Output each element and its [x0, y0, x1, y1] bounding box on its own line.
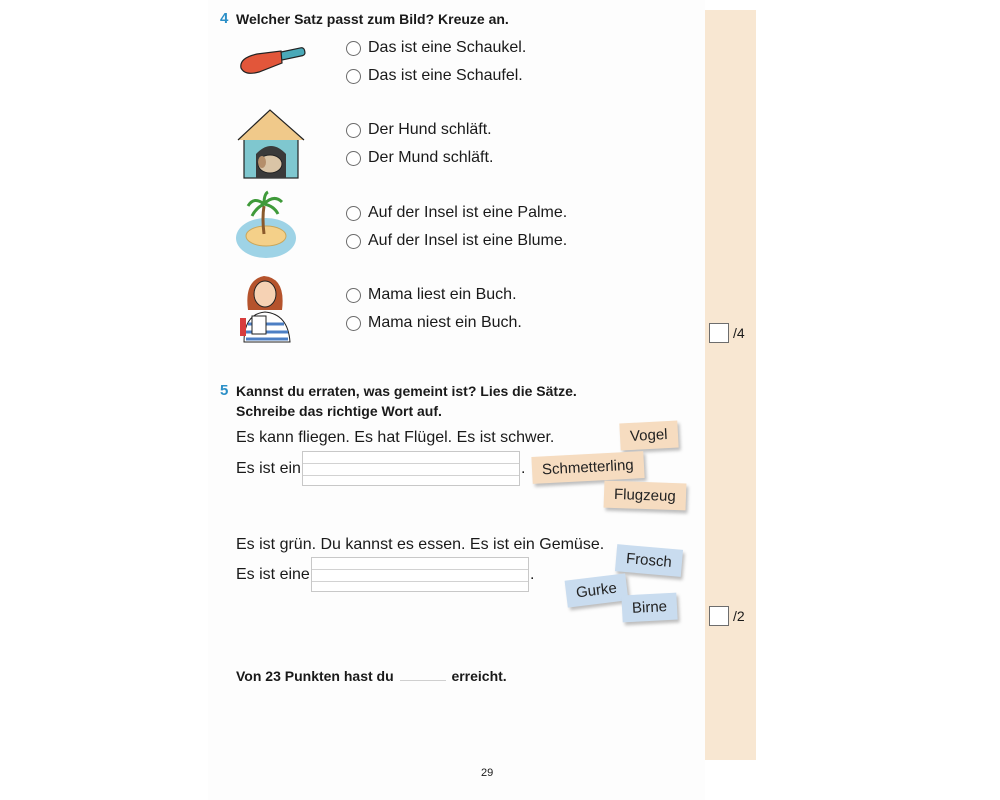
task-5-score — [709, 606, 745, 626]
page-number: 29 — [481, 767, 494, 779]
word-card-flugzeug: Flugzeug — [604, 481, 687, 511]
task-4-number: 4 — [220, 10, 229, 27]
score-box[interactable] — [709, 323, 729, 343]
task-4-instruction: Welcher Satz passt zum Bild? Kreuze an. — [236, 11, 509, 27]
riddle-2-sentence: Es ist grün. Du kannst es essen. Es ist ein Gemüse. — [236, 536, 605, 553]
woman-reading-picture — [234, 270, 298, 344]
radio-circle[interactable] — [346, 206, 361, 221]
riddle-2-prefix: Es ist eine — [236, 566, 310, 583]
radio-circle[interactable] — [346, 123, 361, 138]
radio-circle[interactable] — [346, 234, 361, 249]
island-picture — [234, 190, 300, 260]
option-label: Der Hund schläft. — [368, 121, 492, 138]
option-label: Mama niest ein Buch. — [368, 314, 522, 331]
points-summary-before: Von 23 Punkten hast du — [236, 668, 394, 684]
option-niest[interactable] — [346, 314, 522, 332]
option-liest[interactable] — [346, 286, 517, 304]
score-max: /4 — [733, 325, 745, 341]
option-schaukel[interactable] — [346, 39, 526, 57]
task-5-instruction-line1: Kannst du erraten, was gemeint ist? Lies die Sätze. — [236, 383, 577, 399]
score-max: /2 — [733, 608, 745, 624]
score-box[interactable] — [709, 606, 729, 626]
option-label: Auf der Insel ist eine Blume. — [368, 232, 568, 249]
doghouse-picture — [236, 106, 306, 180]
radio-circle[interactable] — [346, 151, 361, 166]
score-margin-strip — [705, 10, 756, 760]
riddle-1-sentence: Es kann fliegen. Es hat Flügel. Es ist schwer. — [236, 429, 555, 446]
riddle-2-period: . — [530, 566, 535, 583]
option-label: Mama liest ein Buch. — [368, 286, 517, 303]
option-label: Auf der Insel ist eine Palme. — [368, 204, 568, 221]
points-summary — [236, 668, 507, 684]
option-blume[interactable] — [346, 232, 567, 250]
radio-circle[interactable] — [346, 288, 361, 303]
option-palme[interactable] — [346, 204, 567, 222]
word-card-gurke: Gurke — [565, 573, 629, 607]
option-label: Der Mund schläft. — [368, 149, 494, 166]
option-mund[interactable] — [346, 149, 493, 167]
word-card-birne: Birne — [621, 593, 677, 623]
option-hund[interactable] — [346, 121, 492, 139]
points-summary-after: erreicht. — [451, 668, 507, 684]
task-4-score — [709, 323, 745, 343]
task-5-instruction-line2: Schreibe das richtige Wort auf. — [236, 403, 442, 419]
radio-circle[interactable] — [346, 41, 361, 56]
radio-circle[interactable] — [346, 69, 361, 84]
task-5-number: 5 — [220, 382, 229, 399]
riddle-1-period: . — [521, 460, 526, 477]
option-label: Das ist eine Schaukel. — [368, 39, 527, 56]
word-card-schmetterling: Schmetterling — [531, 451, 644, 484]
shovel-picture — [235, 42, 310, 82]
option-label: Das ist eine Schaufel. — [368, 67, 523, 84]
riddle-2-answer-field[interactable] — [311, 557, 529, 592]
riddle-1-answer-field[interactable] — [302, 451, 520, 486]
radio-circle[interactable] — [346, 316, 361, 331]
riddle-1-prefix: Es ist ein — [236, 460, 301, 477]
points-blank-field[interactable] — [400, 668, 446, 681]
word-card-vogel: Vogel — [619, 421, 678, 451]
option-schaufel[interactable] — [346, 67, 523, 85]
word-card-frosch: Frosch — [615, 544, 683, 577]
